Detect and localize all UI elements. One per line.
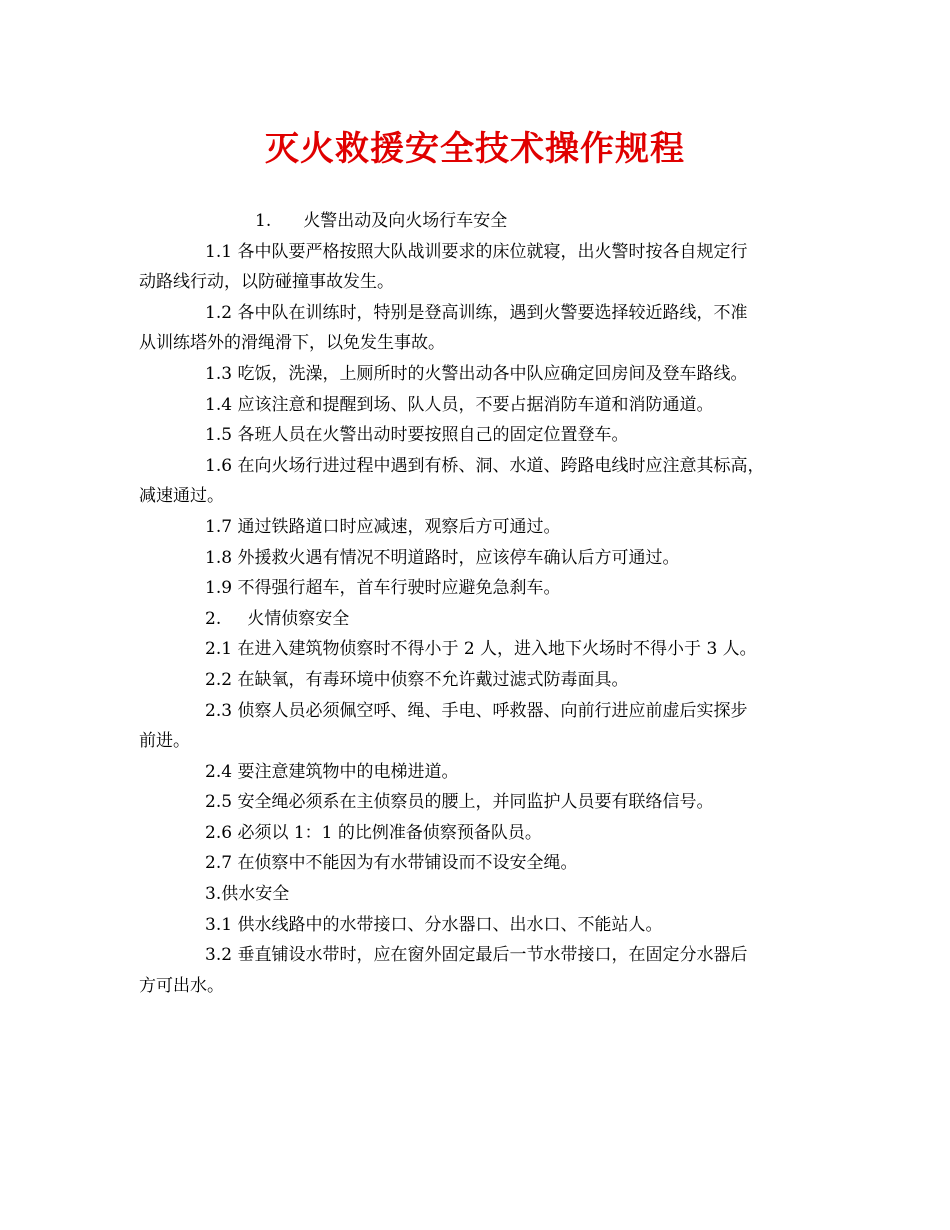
clause-2-3-cont: 前进。 xyxy=(139,731,190,752)
clause-3-1: 3.1 供水线路中的水带接口、分水器口、出水口、不能站人。 xyxy=(205,914,663,935)
clause-1-6-cont: 减速通过。 xyxy=(139,486,224,507)
clause-1-6: 1.6 在向火场行进过程中遇到有桥、洞、水道、跨路电线时应注意其标高， xyxy=(205,455,765,476)
clause-1-2-cont: 从训练塔外的滑绳滑下，以免发生事故。 xyxy=(139,333,445,354)
clause-2-5: 2.5 安全绳必须系在主侦察员的腰上，并同监护人员要有联络信号。 xyxy=(205,792,714,813)
section-number: 1. xyxy=(255,211,272,231)
clause-1-2: 1.2 各中队在训练时，特别是登高训练，遇到火警要选择较近路线，不准 xyxy=(205,302,748,323)
clause-2-2: 2.2 在缺氧，有毒环境中侦察不允许戴过滤式防毒面具。 xyxy=(205,669,629,690)
clause-3-2-cont: 方可出水。 xyxy=(139,975,224,996)
clause-2-4: 2.4 要注意建筑物中的电梯进道。 xyxy=(205,761,459,782)
clause-1-8: 1.8 外援救火遇有情况不明道路时，应该停车确认后方可通过。 xyxy=(205,547,680,568)
document-title: 灭火救援安全技术操作规程 xyxy=(265,129,685,169)
clause-1-7: 1.7 通过铁路道口时应减速，观察后方可通过。 xyxy=(205,516,561,537)
clause-1-4: 1.4 应该注意和提醒到场、队人员，不要占据消防车道和消防通道。 xyxy=(205,394,714,415)
clause-1-1: 1.1 各中队要严格按照大队战训要求的床位就寝，出火警时按各自规定行 xyxy=(205,241,748,262)
section-number: 3. xyxy=(205,884,222,905)
section-title: 火情侦察安全 xyxy=(247,608,350,629)
clause-1-3: 1.3 吃饭，洗澡，上厕所时的火警出动各中队应确定回房间及登车路线。 xyxy=(205,363,748,384)
clause-1-1-cont: 动路线行动，以防碰撞事故发生。 xyxy=(139,272,394,293)
section-title: 供水安全 xyxy=(221,884,290,905)
clause-2-6: 2.6 必须以 1：1 的比例准备侦察预备队员。 xyxy=(205,822,542,843)
clause-2-3: 2.3 侦察人员必须佩空呼、绳、手电、呼救器、向前行进应前虚后实探步 xyxy=(205,700,748,721)
document-body xyxy=(139,206,819,1001)
clause-2-1: 2.1 在进入建筑物侦察时不得小于 2 人，进入地下火场时不得小于 3 人。 xyxy=(205,639,757,660)
section-heading-2 xyxy=(139,604,819,635)
section-heading-1 xyxy=(139,206,819,237)
section-heading-3 xyxy=(139,879,819,910)
clause-3-2: 3.2 垂直铺设水带时，应在窗外固定最后一节水带接口，在固定分水器后 xyxy=(205,945,748,966)
clause-1-9: 1.9 不得强行超车，首车行驶时应避免急刹车。 xyxy=(205,578,561,599)
section-number: 2. xyxy=(205,608,222,629)
section-title: 火警出动及向火场行车安全 xyxy=(303,211,508,231)
clause-1-5: 1.5 各班人员在火警出动时要按照自己的固定位置登车。 xyxy=(205,425,629,446)
clause-2-7: 2.7 在侦察中不能因为有水带铺设而不设安全绳。 xyxy=(205,853,578,874)
